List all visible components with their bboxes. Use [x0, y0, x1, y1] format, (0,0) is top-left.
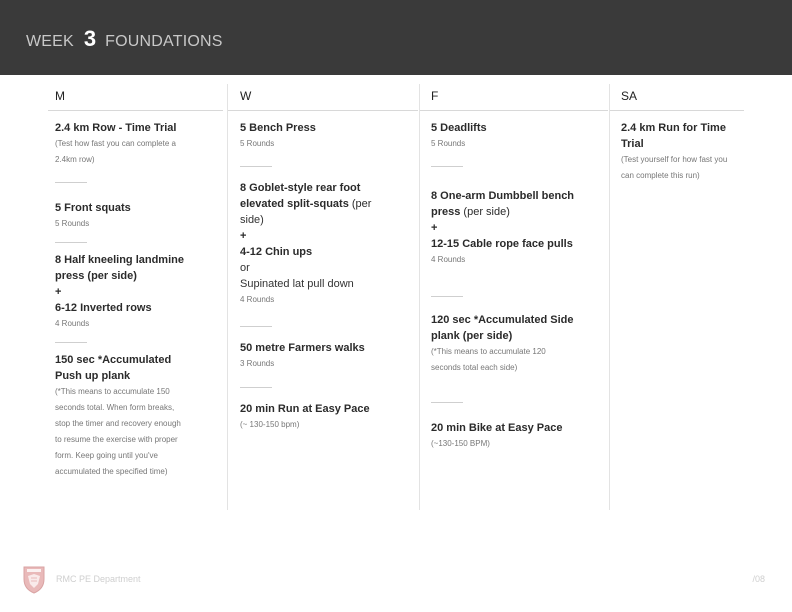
page-header: [0, 0, 792, 75]
entry-text: elevated split-squats: [240, 198, 349, 210]
entry-note: [55, 152, 223, 168]
entry-line: [240, 340, 416, 356]
entry-text: 5 Deadlifts: [431, 122, 487, 134]
entry-text: 20 min Bike at Easy Pace: [431, 422, 563, 434]
entry-note: [240, 356, 416, 372]
entry-line: [240, 244, 416, 260]
entry-text: 5 Rounds: [240, 139, 275, 148]
week-label: WEEK: [26, 33, 74, 50]
entry-text: 4 Rounds: [431, 255, 466, 264]
entry-line: [55, 300, 223, 316]
entry-text: 8 Half kneeling landmine: [55, 254, 184, 266]
entry-divider: [431, 296, 463, 297]
entry-note: [431, 360, 605, 376]
day-rule: [610, 110, 744, 111]
entry-text: 5 Rounds: [55, 219, 90, 228]
workout-entry: [431, 312, 605, 376]
workout-entry: [55, 120, 223, 168]
entry-line: [55, 284, 223, 300]
column-divider: [227, 84, 228, 510]
entry-divider: [431, 402, 463, 403]
entry-text: seconds total. When form breaks,: [55, 403, 175, 412]
entry-line: [431, 328, 605, 344]
workout-entry: [621, 120, 751, 184]
workout-entry: [240, 180, 416, 308]
entry-text: can complete this run): [621, 171, 700, 180]
program-title: FOUNDATIONS: [105, 33, 223, 50]
entry-text: accumulated the specified time): [55, 467, 168, 476]
entry-text: 50 metre Farmers walks: [240, 342, 365, 354]
column-divider: [419, 84, 420, 510]
entry-text: 4-12 Chin ups: [240, 246, 313, 258]
entry-note: [621, 168, 751, 184]
entry-text-suffix: (per: [348, 198, 372, 210]
entry-text: 6-12 Inverted rows: [55, 302, 152, 314]
entry-text: 5 Bench Press: [240, 122, 316, 134]
footer-department: RMC PE Department: [56, 574, 141, 584]
entry-line: [431, 220, 605, 236]
entry-line: [55, 120, 223, 136]
entry-text: Push up plank: [55, 370, 131, 382]
workout-entry: [55, 200, 223, 232]
entry-note: [55, 416, 223, 432]
entry-note: [55, 464, 223, 480]
workout-entry: [240, 340, 416, 372]
day-label: SA: [621, 89, 638, 103]
entry-text: plank (per side): [431, 330, 513, 342]
entry-text: side): [240, 214, 264, 226]
workout-entry: [240, 120, 416, 152]
entry-text-suffix: (per side): [460, 206, 510, 218]
workout-entry: [240, 401, 416, 433]
entry-line: [621, 120, 751, 136]
entry-line: [55, 200, 223, 216]
entry-line: [240, 401, 416, 417]
entry-line: [431, 420, 605, 436]
entry-text: 2.4km row): [55, 155, 95, 164]
entry-note: [55, 400, 223, 416]
entry-text: or: [240, 262, 250, 274]
rmc-crest-icon: [21, 564, 47, 594]
entry-text: 2.4 km Run for Time: [621, 122, 726, 134]
entry-note: [55, 316, 223, 332]
entry-note: [431, 252, 605, 268]
entry-divider: [240, 387, 272, 388]
entry-text: seconds total each side): [431, 363, 518, 372]
entry-text: stop the timer and recovery enough: [55, 419, 181, 428]
entry-line: [240, 212, 416, 228]
entry-text: 5 Rounds: [431, 139, 466, 148]
entry-line: [240, 180, 416, 196]
workout-entry: [55, 252, 223, 332]
entry-note: [431, 436, 605, 452]
entry-text: 8 Goblet-style rear foot: [240, 182, 361, 194]
entry-text: 12-15 Cable rope face pulls: [431, 238, 573, 250]
entry-note: [55, 432, 223, 448]
page-number: /08: [752, 574, 765, 584]
day-rule: [228, 110, 418, 111]
entry-line: [55, 268, 223, 284]
entry-line: [240, 120, 416, 136]
entry-text: +: [240, 230, 247, 242]
entry-note: [431, 136, 605, 152]
entry-divider: [55, 342, 87, 343]
day-rule: [48, 110, 223, 111]
entry-text: 150 sec *Accumulated: [55, 354, 172, 366]
entry-text: 3 Rounds: [240, 359, 275, 368]
entry-text: form. Keep going until you've: [55, 451, 158, 460]
entry-text: (Test how fast you can complete a: [55, 139, 176, 148]
entry-divider: [431, 166, 463, 167]
entry-text: 4 Rounds: [240, 295, 275, 304]
entry-text: 8 One-arm Dumbbell bench: [431, 190, 575, 202]
entry-line: [431, 312, 605, 328]
workout-entry: [55, 352, 223, 480]
entry-note: [431, 344, 605, 360]
entry-text: press (per side): [55, 270, 137, 282]
entry-line: [431, 188, 605, 204]
entry-text: (~130-150 BPM): [431, 439, 490, 448]
entry-text: press: [431, 206, 461, 218]
day-label: M: [55, 89, 65, 103]
entry-line: [431, 120, 605, 136]
entry-line: [55, 368, 223, 384]
week-number: 3: [83, 26, 97, 51]
entry-line: [55, 252, 223, 268]
workout-entry: [431, 420, 605, 452]
day-label: F: [431, 89, 439, 103]
entry-text: (Test yourself for how fast you: [621, 155, 728, 164]
entry-text: Trial: [621, 138, 644, 150]
workout-entry: [431, 120, 605, 152]
entry-divider: [240, 166, 272, 167]
day-label: W: [240, 89, 252, 103]
entry-divider: [240, 326, 272, 327]
entry-note: [240, 417, 416, 433]
column-divider: [609, 84, 610, 510]
entry-line: [55, 352, 223, 368]
entry-text: (~ 130-150 bpm): [240, 420, 300, 429]
entry-note: [55, 216, 223, 232]
entry-text: to resume the exercise with proper: [55, 435, 178, 444]
entry-divider: [55, 242, 87, 243]
entry-note: [55, 448, 223, 464]
workout-entry: [431, 188, 605, 268]
entry-text: 2.4 km Row - Time Trial: [55, 122, 177, 134]
entry-text: (*This means to accumulate 120: [431, 347, 546, 356]
entry-line: [431, 204, 605, 220]
entry-text: 5 Front squats: [55, 202, 131, 214]
entry-text: Supinated lat pull down: [240, 278, 354, 290]
entry-divider: [55, 182, 87, 183]
entry-note: [621, 152, 751, 168]
entry-note: [55, 384, 223, 400]
entry-text: (*This means to accumulate 150: [55, 387, 170, 396]
entry-note: [55, 136, 223, 152]
entry-line: [240, 196, 416, 212]
entry-line: [240, 228, 416, 244]
entry-text: +: [431, 222, 438, 234]
header-title: [26, 26, 223, 50]
entry-line: [621, 136, 751, 152]
entry-note: [240, 292, 416, 308]
entry-text: 20 min Run at Easy Pace: [240, 403, 370, 415]
entry-text: 4 Rounds: [55, 319, 90, 328]
entry-text: +: [55, 286, 62, 298]
entry-line: [431, 236, 605, 252]
entry-line: [240, 276, 416, 292]
day-rule: [420, 110, 608, 111]
entry-line: [240, 260, 416, 276]
entry-note: [240, 136, 416, 152]
entry-text: 120 sec *Accumulated Side: [431, 314, 574, 326]
